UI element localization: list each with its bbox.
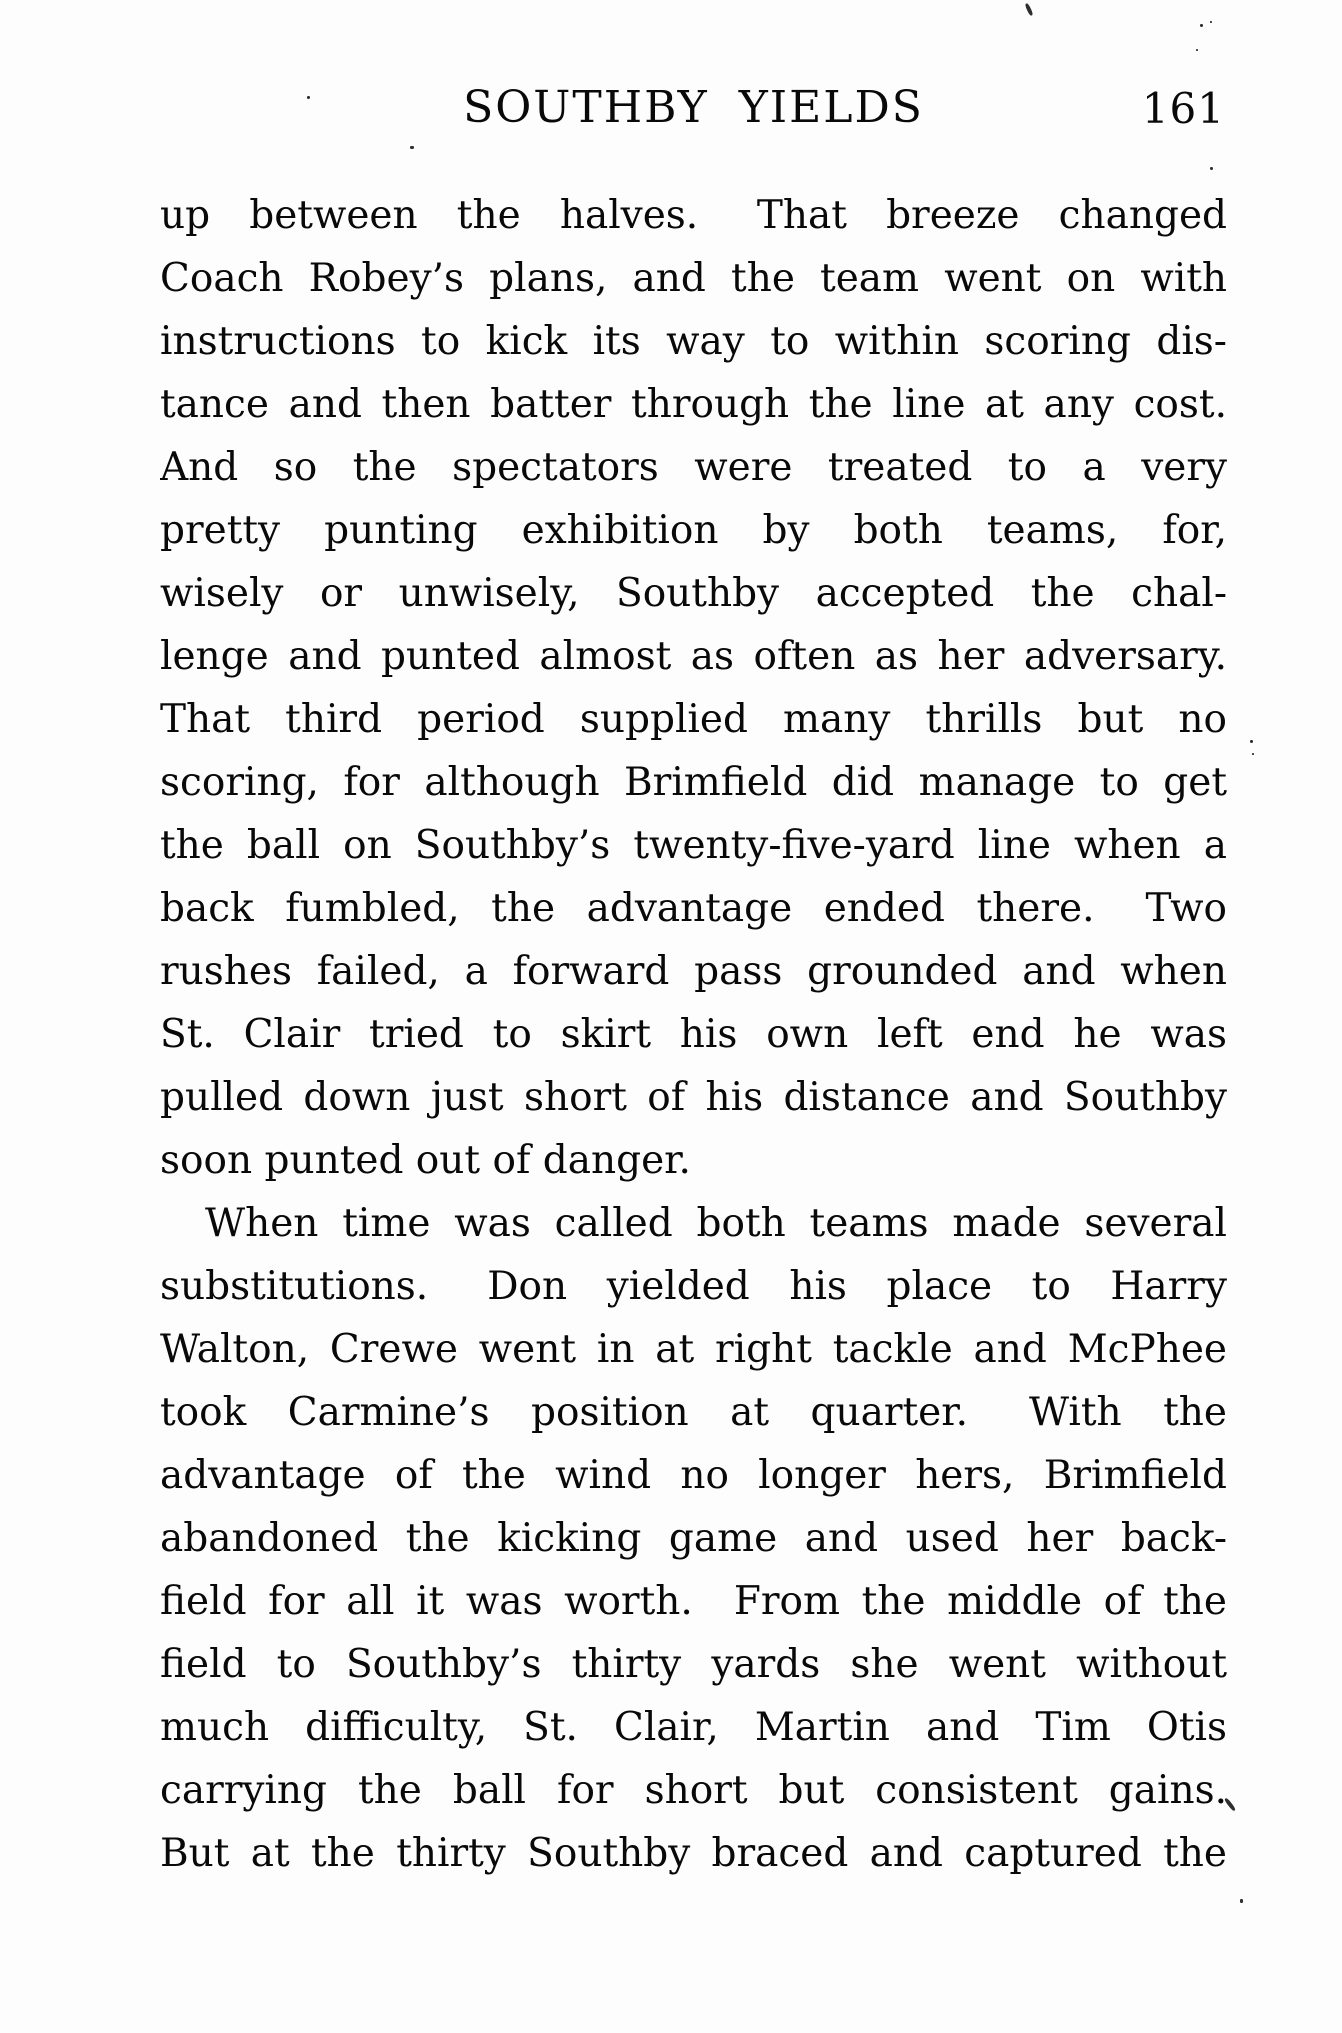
text-line: took Carmine’s position at quarter. With the	[160, 1390, 1227, 1435]
text-line: pretty punting exhibition by both teams, for,	[160, 508, 1227, 553]
scan-speck	[410, 146, 414, 149]
scan-speck	[1210, 167, 1213, 170]
scan-speck	[1252, 753, 1254, 755]
running-head-title: SOUTHBY YIELDS	[463, 82, 924, 133]
page-header	[160, 82, 1227, 134]
text-line: Coach Robey’s plans, and the team went on with	[160, 256, 1227, 301]
text-line: the ball on Southby’s twenty-five-yard line when a	[160, 823, 1227, 868]
text-line: St. Clair tried to skirt his own left end he was	[160, 1012, 1227, 1057]
scan-speck	[1200, 24, 1203, 27]
text-line: much difficulty, St. Clair, Martin and Tim Otis	[160, 1705, 1227, 1750]
scan-speck	[1196, 49, 1198, 51]
page-number: 161	[1141, 84, 1225, 133]
scan-speck	[1240, 1899, 1243, 1903]
text-line: abandoned the kicking game and used her back-	[160, 1516, 1227, 1561]
text-line: scoring, for although Brimfield did manage to get	[160, 760, 1227, 805]
scan-speck	[1250, 740, 1253, 743]
text-block	[160, 184, 1227, 1885]
scan-speck	[307, 96, 310, 99]
text-line: lenge and punted almost as often as her adversary.	[160, 634, 1227, 679]
text-line: But at the thirty Southby braced and captured the	[160, 1831, 1227, 1876]
text-line: soon punted out of danger.	[160, 1138, 691, 1183]
text-line: field for all it was worth. From the middle of the	[160, 1579, 1227, 1624]
text-line: rushes failed, a forward pass grounded and when	[160, 949, 1227, 994]
text-line: back fumbled, the advantage ended there. Two	[160, 886, 1227, 931]
scan-speck	[1210, 21, 1212, 23]
text-line: pulled down just short of his distance and Southby	[160, 1075, 1227, 1120]
text-line: substitutions. Don yielded his place to Harry	[160, 1264, 1227, 1309]
text-line: up between the halves. That breeze changed	[160, 193, 1227, 238]
text-line: advantage of the wind no longer hers, Brimfield	[160, 1453, 1227, 1498]
text-line: And so the spectators were treated to a very	[160, 445, 1227, 490]
text-line: wisely or unwisely, Southby accepted the chal-	[160, 571, 1227, 616]
text-line: instructions to kick its way to within scoring dis-	[160, 319, 1227, 364]
text-line: carrying the ball for short but consistent gains.	[160, 1768, 1227, 1813]
text-line: field to Southby’s thirty yards she went without	[160, 1642, 1227, 1687]
text-line: That third period supplied many thrills but no	[160, 697, 1227, 742]
text-line: tance and then batter through the line at any cost.	[160, 382, 1227, 427]
text-line: When time was called both teams made several	[205, 1201, 1227, 1246]
scan-speck	[1024, 3, 1033, 16]
text-line: Walton, Crewe went in at right tackle and McPhee	[160, 1327, 1227, 1372]
